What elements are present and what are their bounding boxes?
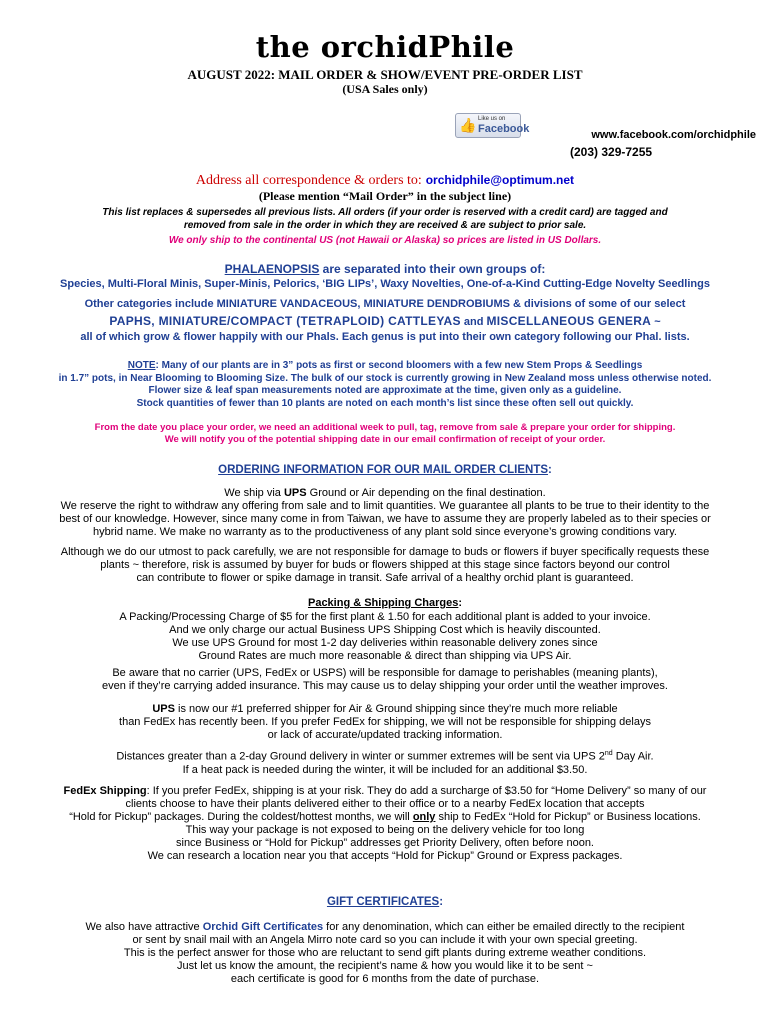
ordering-p1-line-4: hybrid name. We make no warranty as to the productiveness of any plant sold since everyone’s growing conditions vary. bbox=[93, 526, 677, 538]
ups-preferred-paragraph bbox=[0, 703, 770, 742]
email-link[interactable]: orchidphile@optimum.net bbox=[425, 173, 575, 187]
facebook-url[interactable]: www.facebook.com/orchidphile bbox=[591, 129, 756, 141]
order-prep-notice bbox=[0, 422, 770, 446]
ship-via-text: We ship via bbox=[224, 487, 284, 499]
order-prep-line-1: From the date you place your order, we need an additional week to pull, tag, remove from sale & prepare your order for shipping. bbox=[94, 422, 676, 433]
packing-line-1: A Packing/Processing Charge of $5 for the first plant & 1.50 for each additional plant is added to your invoice. bbox=[119, 611, 651, 623]
facebook-like-button[interactable] bbox=[455, 113, 530, 138]
packing-shipping-heading bbox=[0, 597, 770, 609]
ups-line-2: than FedEx has recently been. If you prefer FedEx for shipping, we will not be responsible for shipping delays bbox=[119, 716, 651, 728]
distance-line-1a: Distances greater than a 2-day Ground delivery in winter or summer extremes will be sent via UPS 2 bbox=[116, 750, 605, 763]
ups-line-1: is now our #1 preferred shipper for Air & Ground shipping since they’re much more reliable bbox=[174, 703, 618, 715]
fedex-only-emphasis: only bbox=[412, 811, 436, 823]
facebook-brand-label: Facebook bbox=[478, 123, 530, 135]
other-categories-text-2: & divisions of some of our select bbox=[509, 298, 686, 310]
distance-paragraph bbox=[0, 747, 770, 777]
gift-line-5: each certificate is good for 6 months from the date of purchase. bbox=[230, 973, 540, 985]
ship-via-rest: Ground or Air depending on the final destination. bbox=[306, 487, 546, 499]
facebook-like-label: Like us on bbox=[478, 116, 506, 122]
ups-bold: UPS bbox=[283, 487, 307, 499]
phal-groups-line: Species, Multi-Floral Minis, Super-Minis, Pelorics, ‘BIG LIPs’, Waxy Novelties, One-of-a-Kind Cutting-Edge Novelty Seedlings bbox=[60, 278, 710, 290]
replaces-notice bbox=[0, 206, 770, 232]
phone-number: (203) 329-7255 bbox=[570, 145, 653, 159]
plant-note bbox=[0, 360, 770, 410]
ordering-info-heading bbox=[0, 464, 770, 476]
packing-line-4: Ground Rates are much more reasonable & direct than shipping via UPS Air. bbox=[198, 650, 572, 662]
ordering-p2-line-1: Although we do our utmost to pack carefully, we are not responsible for damage to buds or flowers if buyer specifically requests these bbox=[60, 546, 710, 558]
gift-certificates-heading bbox=[0, 896, 770, 908]
fedex-line-5: since Business or “Hold for Pickup” addresses get Priority Delivery, often before noon. bbox=[176, 837, 594, 849]
subject-line-note: (Please mention “Mail Order” in the subject line) bbox=[258, 189, 512, 203]
packing-line-2: And we only charge our actual Business UPS Shipping Cost which is heavily discounted. bbox=[169, 624, 601, 636]
shipping-region-notice: We only ship to the continental US (not Hawaii or Alaska) so prices are listed in US Dollars. bbox=[168, 235, 602, 246]
gift-line-4: Just let us know the amount, the recipient’s name & how you would like it to be sent ~ bbox=[177, 960, 593, 972]
fedex-line-3a: “Hold for Pickup” packages. During the coldest/hottest months, we will bbox=[69, 811, 413, 823]
carrier-warning-line-2: even if they’re carrying added insurance. This may cause us to delay shipping your order until the weather improves. bbox=[102, 680, 668, 692]
ordering-colon: : bbox=[548, 464, 552, 476]
gift-certificates-link[interactable]: Orchid Gift Certificates bbox=[202, 921, 324, 933]
packing-colon: : bbox=[458, 597, 463, 609]
packing-shipping-title: Packing & Shipping Charges bbox=[307, 597, 459, 609]
miniature-dendrobiums: MINIATURE DENDROBIUMS bbox=[363, 298, 510, 310]
other-categories-text: Other categories include bbox=[84, 298, 217, 310]
list-subtitle: AUGUST 2022: MAIL ORDER & SHOW/EVENT PRE-ORDER LIST bbox=[187, 67, 583, 82]
ordering-p1-line-2: We reserve the right to withdraw any offering from sale and to limit quantities. We guarantee all plants to be true to their identity to the bbox=[60, 500, 710, 512]
ups-line-3: or lack of accurate/updated tracking information. bbox=[267, 729, 503, 741]
replaces-line-2: removed from sale in the order in which they are received & are subject to prior sale. bbox=[183, 220, 587, 231]
phalaenopsis-word: PHALAENOPSIS bbox=[224, 262, 320, 276]
gift-certificates-title: GIFT CERTIFICATES bbox=[326, 896, 440, 908]
address-line bbox=[0, 171, 770, 189]
genus-category-note: all of which grow & flower happily with our Phals. Each genus is put into their own category following our Phal. lists. bbox=[80, 331, 690, 343]
usa-only-note: (USA Sales only) bbox=[342, 82, 428, 96]
gift-colon: : bbox=[439, 896, 444, 908]
paphs-tilde: ~ bbox=[651, 316, 661, 328]
phalaenopsis-heading bbox=[0, 262, 770, 276]
gift-line-3: This is the perfect answer for those who are reluctant to send gift plants during extreme weather conditions. bbox=[123, 947, 647, 959]
other-categories-line bbox=[0, 298, 770, 310]
ordering-p2-line-3: can contribute to flower or spike damage in transit. Safe arrival of a healthy orchid plant is guaranteed. bbox=[136, 572, 634, 584]
ordering-info-title: ORDERING INFORMATION FOR OUR MAIL ORDER CLIENTS bbox=[218, 464, 549, 476]
carrier-warning-line-1: Be aware that no carrier (UPS, FedEx or USPS) will be responsible for damage to perishables (meaning plants), bbox=[112, 667, 658, 679]
order-prep-line-2: We will notify you of the potential shipping date in our email confirmation of receipt of your order. bbox=[164, 434, 606, 445]
miniature-vandaceous: MINIATURE VANDACEOUS bbox=[216, 298, 358, 310]
packing-line-3: We use UPS Ground for most 1-2 day deliveries within reasonable delivery zones since bbox=[172, 637, 598, 649]
paphs-line bbox=[0, 314, 770, 328]
carrier-warning-paragraph bbox=[0, 667, 770, 693]
page-title: the orchidPhile bbox=[255, 30, 515, 64]
gift-line-1b: for any denomination, which can either be emailed directly to the recipient bbox=[323, 921, 685, 933]
ordering-paragraph-2 bbox=[0, 546, 770, 585]
other-comma: , bbox=[357, 298, 364, 310]
gift-line-1a: We also have attractive bbox=[85, 921, 203, 933]
packing-paragraph bbox=[0, 611, 770, 663]
gift-paragraph bbox=[0, 921, 770, 986]
phalaenopsis-rest: are separated into their own groups of: bbox=[319, 262, 546, 276]
fedex-paragraph bbox=[0, 785, 770, 863]
distance-line-1b: Day Air. bbox=[612, 750, 654, 763]
replaces-line-1: This list replaces & supersedes all previous lists. All orders (if your order is reserved with a credit card) are tagged and bbox=[102, 207, 668, 218]
paphs-and: and bbox=[460, 316, 487, 328]
address-label: Address all correspondence & orders to: bbox=[195, 173, 422, 188]
note-line-2: in 1.7” pots, in Near Blooming to Blooming Size. The bulk of our stock is currently growing in New Zealand moss unless otherwise noted. bbox=[58, 372, 712, 384]
ups-preferred-bold: UPS bbox=[152, 703, 175, 715]
note-line-3: Flower size & leaf span measurements noted are approximate at the time, given only as a guideline. bbox=[148, 385, 622, 396]
ordering-p1-line-3: best of our knowledge. However, since many come in from Taiwan, we have to assume they are properly labeled as to their species or bbox=[59, 513, 711, 525]
note-line-1: : Many of our plants are in 3” pots as first or second bloomers with a few new Stem Props & Seedlings bbox=[155, 360, 643, 371]
fedex-label: FedEx Shipping bbox=[63, 785, 147, 797]
note-line-4: Stock quantities of fewer than 10 plants are noted on each month’s list since these often sell out quickly. bbox=[136, 397, 634, 409]
fedex-line-2: clients choose to have their plants delivered either to their office or to a nearby FedEx location that accepts bbox=[125, 798, 645, 810]
nd-superscript: nd bbox=[604, 750, 613, 757]
fedex-line-3b: ship to FedEx “Hold for Pickup” or Business locations. bbox=[435, 811, 701, 823]
thumbs-up-icon: 👍 bbox=[459, 117, 477, 133]
ordering-p2-line-2: plants ~ therefore, risk is assumed by buyer for buds or flowers shipped at this stage since factors beyond our control bbox=[100, 559, 670, 571]
miscellaneous-genera: MISCELLANEOUS GENERA bbox=[486, 314, 652, 328]
fedex-line-4: This way your package is not exposed to being on the delivery vehicle for too long bbox=[185, 824, 585, 836]
distance-line-2: If a heat pack is needed during the winter, it will be included for an additional $3.50. bbox=[182, 763, 588, 776]
fedex-line-1: : If you prefer FedEx, shipping is at your risk. They do add a surcharge of $3.50 for “Home Delivery” so many of our bbox=[146, 785, 707, 797]
note-label: NOTE bbox=[127, 360, 156, 371]
gift-line-2: or sent by snail mail with an Angela Mirro note card so you can include it with your own special greeting. bbox=[132, 934, 638, 946]
fedex-line-6: We can research a location near you that accepts “Hold for Pickup” Ground or Express packages. bbox=[147, 850, 623, 862]
ordering-paragraph-1 bbox=[0, 487, 770, 539]
paphs-cattleyas: PAPHS, MINIATURE/COMPACT (TETRAPLOID) CATTLEYAS bbox=[109, 314, 461, 328]
